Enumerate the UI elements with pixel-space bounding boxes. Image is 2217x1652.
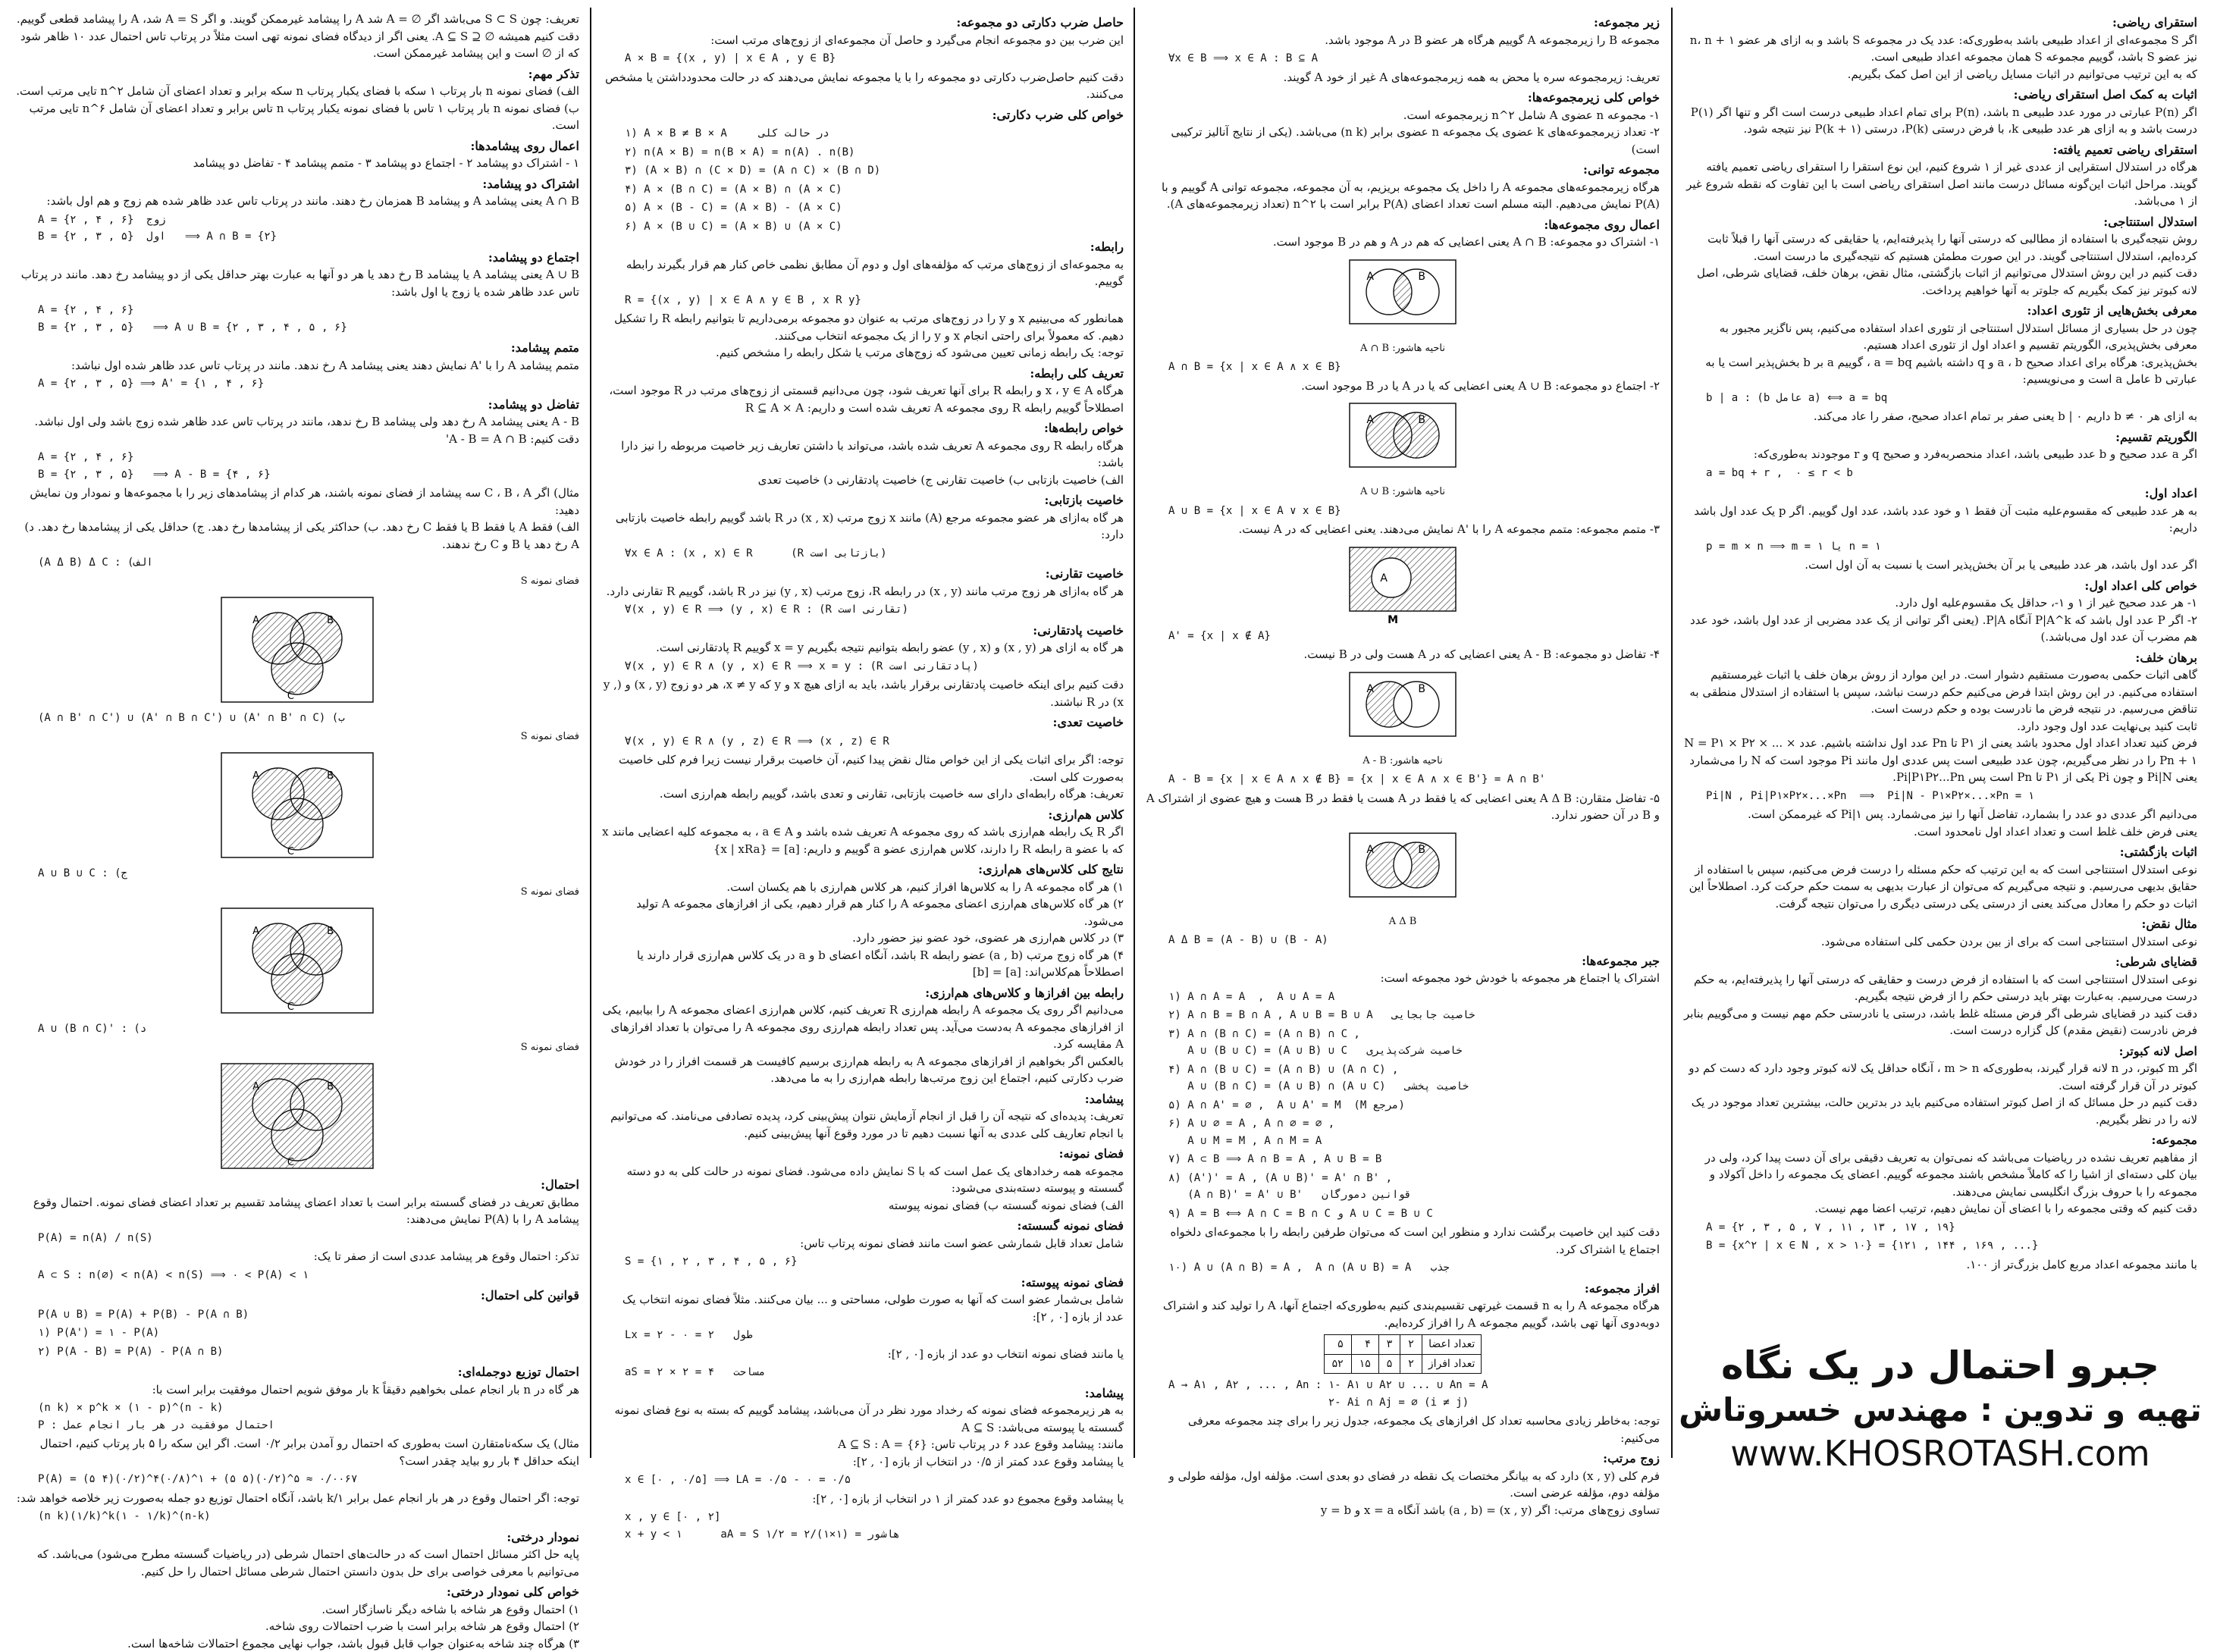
section-heading: اثبات به کمک اصل استقرای ریاضی:	[1683, 86, 2197, 104]
venn-diagram-difference	[1334, 666, 1471, 750]
formula: ۷) A ⊂ B ⟹ A ∩ B = A , A ∪ B = B	[1146, 1151, 1660, 1168]
sample-space-label: فضای نمونه S	[15, 1039, 579, 1057]
table-row-header: تعداد اعضا	[1422, 1335, 1482, 1355]
venn-diagram-union	[1334, 397, 1471, 481]
paragraph: ۱- هر عدد صحیح غیر از ۱ و ۱-، حداقل یک مقسوم‌علیه اول دارد.	[1683, 594, 2197, 612]
paragraph: اگر P(n) عبارتی در مورد عدد طبیعی n باشد، P(n) برای تمام اعداد طبیعی درست است اگر و تنها اگر P(۱) درست باشد و به ازای هر عدد طبیعی k، با فرض درستی P(k)، درستی P(k + ۱) نیز نتیجه شود.	[1683, 104, 2197, 138]
venn-diagram-intersection	[1334, 254, 1471, 337]
formula: (n k) × p^k × (۱ - p)^(n - k) P : احتمال موفقیت در هر بار انجام عمل	[15, 1400, 579, 1434]
formula: A = {۲ , ۴ , ۶} B = {۲ , ۳ , ۵} ⟹ A ∪ B = {۲ , ۳ , ۴ , ۵ , ۶}	[15, 302, 579, 336]
paragraph: نوعی استدلال استنتاجی است که برای از بین بردن حکمی کلی استفاده می‌شود.	[1683, 933, 2197, 951]
paragraph: مثال) یک سکه‌نامتقارن است به‌طوری که احتمال رو آمدن برابر ۰/۲ است. اگر این سکه را ۵ بار پرتاب کنیم، احتمال اینکه حداقل ۴ بار رو بیاید چقدر است؟	[15, 1435, 579, 1469]
paragraph: با مانند مجموعه اعداد مربع کامل بزرگ‌تر از ۱۰۰.	[1683, 1256, 2197, 1274]
paragraph: ۵- تفاضل متقارن: A Δ B یعنی اعضایی که یا فقط در A هست یا فقط در B هست و هیچ عضوی از اشتراک A و B در آن حضور ندارد.	[1146, 790, 1660, 824]
section-heading: اشتراک دو پیشامد:	[15, 176, 579, 193]
paragraph: بخش‌پذیری: هرگاه برای اعداد صحیح a ، b و q داشته باشیم a = bq ، گوییم a بر b بخش‌پذیر است یا به عبارتی b عامل a است و می‌نویسیم:	[1683, 354, 2197, 388]
paragraph: اگر a عدد صحیح و b عدد طبیعی باشد، اعداد منحصربه‌فرد و صحیح q و r موجودند به‌طوری‌که:	[1683, 446, 2197, 463]
venn-diagram-symdiff	[1334, 827, 1471, 911]
formula: ۲) P(A - B) = P(A) - P(A ∩ B)	[15, 1343, 579, 1361]
paragraph: A ∪ B یعنی پیشامد A یا پیشامد B رخ دهد یا هر دو آنها به عبارت بهتر حداقل یکی از دو پیشامد رخ دهد. مانند در پرتاب تاس عدد ظاهر شده یا زوج یا اول باشد:	[15, 266, 579, 300]
section-heading: خواص کلی زیرمجموعه‌ها:	[1146, 89, 1660, 107]
formula: A' = {x | x ∉ A}	[1146, 628, 1660, 645]
formula: A ⊂ S : n(∅) < n(A) < n(S) ⟹ ۰ < P(A) < ۱	[15, 1267, 579, 1284]
section-heading: استدلال استنتاجی:	[1683, 214, 2197, 231]
section-heading: رابطه:	[602, 239, 1124, 256]
paragraph: A ∩ B یعنی پیشامد A و پیشامد B همزمان رخ دهند. مانند در پرتاب تاس عدد ظاهر شده هم زوج و هم اول باشد:	[15, 193, 579, 210]
paragraph: هر گاه به‌ازای هر عضو مجموعه مرجع (A) مانند x زوج مرتب (x , x) در R باشد گوییم رابطه خاصیت بازتابی دارد:	[602, 509, 1124, 544]
paragraph: ۱) احتمال وقوع هر شاخه با شاخه دیگر ناسازگار است.	[15, 1601, 579, 1619]
formula: aS = ۲ × ۲ = ۴ مساحت	[602, 1364, 1124, 1381]
paragraph: دقت کنیم حاصل‌ضرب دکارتی دو مجموعه را با یا مجموعه نمایش می‌دهند که در حالت محدودداشتن یا مشخص می‌کنند.	[602, 69, 1124, 103]
paragraph: ۴) هر گاه زوج مرتب (a , b) عضو رابطه R باشد، آنگاه اعضای b و a در یک کلاس هم‌ارزی قرار دارند یا اصطلاحاً هم‌کلاس‌اند: [a] = [b]	[602, 947, 1124, 981]
paragraph: که به این ترتیب می‌توانیم در اثبات مسایل ریاضی از این اصل کمک بگیریم.	[1683, 66, 2197, 83]
paragraph: یا پیشامد وقوع مجموع دو عدد کمتر از ۱ در انتخاب از بازه [۰ , ۲]:	[602, 1491, 1124, 1508]
set-label: C	[287, 691, 294, 702]
formula: ۸) (A')' = A , (A ∪ B)' = A' ∩ B' , (A ∩ B)' = A' ∪ B' قوانین دمورگان	[1146, 1170, 1660, 1204]
set-label: A	[1366, 414, 1374, 426]
formula: ∀x ∈ B ⟹ x ∈ A : B ⊆ A	[1146, 50, 1660, 67]
hatched-region	[221, 1064, 373, 1168]
paragraph: ۲- اگر P عدد اول باشد که P|A^k آنگاه P|A. (یعنی اگر توانی از یک عدد مضربی از عدد اول باشد، خود عدد هم مضرب آن عدد اول می‌باشد.)	[1683, 612, 2197, 646]
section-heading: خاصیت بازتابی:	[602, 492, 1124, 509]
formula: ۶) A ∪ ∅ = A , A ∩ ∅ = ∅ , A ∪ M = M , A ∩ M = A	[1146, 1115, 1660, 1149]
paragraph: دقت کنید در قضایای شرطی اگر فرض مسئله غلط باشد، درستی یا نادرستی حکم مهم نیست و می‌گوییم بنابر فرض نادرست (نقیض مقدم) کل گزاره درست است.	[1683, 1005, 2197, 1039]
formula: x ∈ [۰ , ۰/۵] ⟹ LA = ۰/۵ - ۰ = ۰/۵	[602, 1472, 1124, 1489]
column-divider	[590, 8, 591, 1458]
column-divider	[1134, 8, 1135, 1458]
set-label: B	[1418, 844, 1425, 856]
paragraph: تعریف: چون S ⊂ S می‌باشد اگر ∅ = A شد A را پیشامد غیرممکن گویند. و اگر A = S شد، A را پیشامد قطعی گوییم.	[15, 11, 579, 28]
venn-figure	[15, 573, 579, 707]
section-heading: خاصیت پادتقارنی:	[602, 622, 1124, 640]
column-2	[1141, 11, 1664, 1456]
set-label: A	[252, 1081, 259, 1092]
paragraph: هر گاه به‌ازای هر زوج مرتب مانند (x , y) در رابطه R، زوج مرتب (y , x) نیز در R باشد، گوییم R تقارنی دارد.	[602, 583, 1124, 600]
formula: A ∩ B = {x | x ∈ A ∧ x ∈ B}	[1146, 359, 1660, 376]
venn-figure	[15, 884, 579, 1018]
paragraph: یا پیشامد وقوع عدد کمتر از ۰/۵ در انتخاب از بازه [۰ , ۲]:	[602, 1453, 1124, 1471]
formula: S = {۱ , ۲ , ۳ , ۴ , ۵ , ۶}	[602, 1253, 1124, 1271]
formula: ۹) A = B ⟺ A ∩ C = B ∩ C و A ∪ C = B ∪ C	[1146, 1205, 1660, 1223]
footer	[1679, 1342, 2202, 1475]
paragraph: دقت کنیم در حل مسائل که از اصل کبوتر استفاده می‌کنیم باید در بدترین حالت، بیشترین تعداد موجود در یک لانه را در نظر بگیریم.	[1683, 1094, 2197, 1128]
set-label: B	[1418, 271, 1425, 283]
paragraph: ۲) احتمال وقوع هر شاخه برابر است با ضرب احتمالات روی شاخه.	[15, 1618, 579, 1635]
section-heading: پیشامد:	[602, 1091, 1124, 1108]
paragraph: توجه: یک رابطه زمانی تعیین می‌شود که زوج‌های مرتب یا شکل رابطه را مشخص کنیم.	[602, 344, 1124, 362]
column-divider	[1671, 8, 1673, 1458]
paragraph: مجموعه همه رخدادهای یک عمل است که با S نمایش داده می‌شود. فضای نمونه در حالت کلی به دو دسته گسسته و پیوسته دسته‌بندی می‌شود:	[602, 1163, 1124, 1197]
paragraph: ۳) در کلاس هم‌ارزی هر عضوی، خود عضو نیز حضور دارد.	[602, 929, 1124, 947]
paragraph: ۳) هرگاه چند شاخه به‌عنوان جواب قابل قبول باشد، جواب نهایی مجموع احتمالات شاخه‌ها است.	[15, 1635, 579, 1652]
diagram-caption: ناحیه هاشور: A ∩ B	[1146, 340, 1660, 358]
formula: P(A) = (۵ ۴)(۰/۲)^۴(۰/۸)^۱ + (۵ ۵)(۰/۲)^۵ ≈ ۰/۰۰۶۷	[15, 1471, 579, 1488]
paragraph: می‌دانیم اگر عددی دو عدد را بشمارد، تفاضل آنها را نیز می‌شمارد. پس Pi|۱ که غیرممکن است.	[1683, 806, 2197, 823]
section-heading: زوج مرتب:	[1146, 1450, 1660, 1468]
paragraph: هرگاه مجموعه A را به n قسمت غیرتهی تقسیم‌بندی کنیم به‌طوری‌که اجتماع آنها، A را تولید کند و اشتراک دوبه‌دوی آنها تهی باشد، گوییم مجموعه A را افراز کرده‌ایم.	[1146, 1297, 1660, 1331]
venn3-diagram	[214, 748, 381, 862]
venn3-diagram	[214, 904, 381, 1017]
set-label: A	[252, 615, 259, 626]
section-heading: الگوریتم تقسیم:	[1683, 429, 2197, 447]
paragraph: هر گاه به ازای هر (x , y) و (y , x) عضو رابطه بتوانیم نتیجه بگیریم x = y گوییم R پادتقارنی است.	[602, 639, 1124, 657]
set-label: A	[252, 770, 259, 782]
formula: P(A ∪ B) = P(A) + P(B) - P(A ∩ B)	[15, 1306, 579, 1324]
paragraph: ۱ - اشتراک دو پیشامد ۲ - اجتماع دو پیشامد ۳ - متمم پیشامد ۴ - تفاضل دو پیشامد	[15, 155, 579, 172]
paragraph: دقت کنیم همیشه ∅ ⊆ A ⊆ S. یعنی اگر از دیدگاه فضای نمونه تهی است مثلاً در پرتاب تاس احتمال عدد ۱۰ ظاهر شود که از ∅ است و این پیشامد غیرممکن است.	[15, 28, 579, 62]
paragraph: اگر S مجموعه‌ای از اعداد طبیعی باشد به‌طوری‌که: عدد یک در مجموعه S باشد و به ازای هر عضو n، n + ۱ نیز عضو S باشد، گوییم مجموعه S همان مجموعه اعداد طبیعی است.	[1683, 32, 2197, 66]
paragraph: دقت کنیم در این روش استدلال می‌توانیم از اثبات بازگشتی، مثال نقض، برهان خلف، قضایای شرطی، اصل لانه کبوتر نیز کمک بگیریم که جلوتر به آنها خواهیم پرداخت.	[1683, 265, 2197, 299]
formula: ۵) A × (B - C) = (A × B) - (A × C)	[602, 199, 1124, 217]
paragraph: همانطور که می‌بینیم x و y را در زوج‌های مرتب به عنوان دو مجموعه برمی‌داریم تا بتوانیم رابطه R را تشکیل دهیم. که معمولاً برای راحتی انجام x و y را از یک مجموعه انتخاب می‌کنند.	[602, 310, 1124, 344]
paragraph: می‌دانیم اگر روی یک مجموعه A رابطه هم‌ارزی R تعریف کنیم، کلاس هم‌ارزی اعضای مجموعه A را بیابیم، یکی از افرازهای مجموعه A به‌دست می‌آید. پس تعداد رابطه هم‌ارزی روی مجموعه A را می‌توان با تعداد افرازهای A مقایسه کرد.	[602, 1002, 1124, 1053]
set-label: A	[1366, 844, 1374, 856]
paragraph: به ازای هر b ≠ ۰ داریم b | ۰ یعنی صفر بر تمام اعداد صحیح، صفر را عاد می‌کند.	[1683, 408, 2197, 425]
paragraph: به هر عدد طبیعی که مقسوم‌علیه مثبت آن فقط ۱ و خود عدد باشد، عدد اول گوییم. اگر p یک عدد اول باشد داریم:	[1683, 503, 2197, 537]
paragraph: اگر m کبوتر، در n لانه قرار گیرند، به‌طوری‌که m > n ، آنگاه حداقل یک لانه کبوتر وجود دارد که دست کم دو کبوتر در آن قرار گرفته است.	[1683, 1060, 2197, 1094]
venn-caption: A ∪ B ∪ C : (ج	[15, 865, 579, 882]
sample-space-label: فضای نمونه S	[15, 573, 579, 591]
diagram-caption: ناحیه هاشور: A - B	[1146, 753, 1660, 770]
paragraph: ۲- اجتماع دو مجموعه: A ∪ B یعنی اعضایی که یا در A یا در B موجود است.	[1146, 378, 1660, 395]
paragraph: ثابت کنید بی‌نهایت عدد اول وجود دارد.	[1683, 718, 2197, 735]
section-heading: افراز مجموعه:	[1146, 1281, 1660, 1298]
formula: ∀x ∈ A : (x , x) ∈ R (R بازتابی است)	[602, 545, 1124, 563]
set-label: C	[287, 1157, 294, 1168]
paragraph: ۱- اشتراک دو مجموعه: A ∩ B یعنی اعضایی که هم در A و هم در B موجود است.	[1146, 234, 1660, 251]
paragraph: تعریف: زیرمجموعه سره یا محض به همه زیرمجموعه‌های A غیر از خود A گویند.	[1146, 69, 1660, 86]
partition-table	[1324, 1334, 1482, 1374]
paragraph: الف) خاصیت بازتابی ب) خاصیت تقارنی ج) خاصیت پادتقارنی د) خاصیت تعدی	[602, 472, 1124, 489]
paragraph: ۱) هر گاه مجموعه A را به کلاس‌ها افراز کنیم، هر کلاس هم‌ارزی با هم یکسان است.	[602, 879, 1124, 896]
set-label: B	[327, 926, 334, 937]
footer-author: تهیه و تدوین : مهندس خسروتاش	[1679, 1389, 2202, 1431]
paragraph: ۲) هر گاه کلاس‌های هم‌ارزی اعضای مجموعه A را کنار هم قرار دهیم، یکی از افرازهای مجموعه A تولید می‌شود.	[602, 895, 1124, 929]
section-heading: کلاس هم‌ارزی:	[602, 807, 1124, 824]
formula: ۱۰) A ∪ (A ∩ B) = A , A ∩ (A ∪ B) = A جذب	[1146, 1259, 1660, 1277]
section-heading: نمودار درختی:	[15, 1529, 579, 1547]
venn-caption: (A ∩ B' ∩ C') ∪ (A' ∩ B ∩ C') ∪ (A' ∩ B' ∩ C) (ب	[15, 710, 579, 727]
paragraph: مطابق تعریف در فضای گسسته برابر است با تعداد اعضای پیشامد تقسیم بر تعداد اعضای فضای نمونه. احتمال وقوع پیشامد A را با P(A) نمایش می‌دهند:	[15, 1194, 579, 1228]
paragraph: الف) فقط A یا فقط B یا فقط C رخ دهد. ب) حداکثر یکی از پیشامدها رخ دهد. ج) حداقل یکی از پیشامدها رخ دهد. د) A رخ دهد یا B و C رخ ندهند.	[15, 519, 579, 553]
table-cell: ۲	[1400, 1335, 1422, 1355]
paragraph: دقت کنید این خاصیت برگشت ندارد و منظور این است که می‌توان طرفین رابطه را با مجموعه‌ای دلخواه اجتماع یا اشتراک کرد.	[1146, 1224, 1660, 1258]
venn3-diagram	[214, 1059, 381, 1173]
paragraph: ب) فضای نمونه n بار پرتاب ۱ تاس با فضای نمونه یکبار پرتاب n تاس برابر و تعداد اعضای آن شامل ۶^n تایی مرتب است.	[15, 100, 579, 134]
paragraph: هرگاه x ، y ∈ A و رابطه R برای آنها تعریف شود، چون می‌دانیم قسمتی از زوج‌های مرتب در R موجود است، اصطلاحاً گوییم رابطه R روی مجموعه A تعریف شده است و داریم: R ⊆ A × A	[602, 382, 1124, 416]
formula: (n k)(۱/k)^k(۱ - ۱/k)^(n-k)	[15, 1508, 579, 1525]
column-4	[11, 11, 584, 1456]
formula: ۱) A × B ≠ B × A در حالت کلی	[602, 125, 1124, 143]
formula: A → A۱ , A۲ , ... , An : ۱- A۱ ∪ A۲ ∪ ... ∪ An = A ۲- Ai ∩ Aj = ∅ (i ≠ j)	[1146, 1377, 1660, 1411]
column-1	[1679, 11, 2202, 1329]
paragraph: الف) فضای نمونه n بار پرتاب ۱ سکه با فضای یکبار پرتاب n سکه برابر و تعداد اعضای آن شامل ۲^n تایی مرتب است.	[15, 83, 579, 100]
formula: ∀(x , y) ∈ R ∧ (y , x) ∈ R ⟹ x = y : (R پادتقارنی است)	[602, 658, 1124, 676]
column-3	[597, 11, 1128, 1456]
table-row-header: تعداد افراز	[1422, 1354, 1482, 1374]
set-label: C	[287, 1002, 294, 1013]
paragraph: شامل بی‌شمار عضو است که آنها به صورت طولی، مساحتی و ... بیان می‌کنند. مثلاً فضای نمونه انتخاب یک عدد از بازه [۰ , ۲]:	[602, 1291, 1124, 1325]
paragraph: ۴- تفاضل دو مجموعه: A - B یعنی اعضایی که در A هست ولی در B نیست.	[1146, 646, 1660, 663]
paragraph: فرض کنید تعداد اعداد اول محدود باشد یعنی از P۱ تا Pn عدد اول نداشته باشیم. عدد N = P۱ × P۲ × ... × Pn + ۱ را در نظر می‌گیریم، چون عدد طبیعی است پس عددی اول مانند Pi موجود است که N را می‌شمارد یعنی Pi|N و چون Pi یکی از P۱ تا Pn است پس Pi|P۱P۲...Pn.	[1683, 735, 2197, 786]
paragraph: هرگاه رابطه R روی مجموعه A تعریف شده باشد، می‌تواند با داشتن تعاریف زیر خاصیت مربوطه را نیز دارا باشد:	[602, 437, 1124, 472]
table-cell: ۵۲	[1324, 1354, 1351, 1374]
formula: A = {۲ , ۳ , ۵ , ۷ , ۱۱ , ۱۳ , ۱۷ , ۱۹}	[1683, 1219, 2197, 1237]
paragraph: اشتراک یا اجتماع هر مجموعه با خودش خود مجموعه است:	[1146, 970, 1660, 987]
formula: P(A) = n(A) / n(S)	[15, 1230, 579, 1247]
venn-caption: A ∪ (B ∩ C)' : (د	[15, 1020, 579, 1038]
venn-diagram-complement	[1334, 541, 1471, 625]
section-heading: خواص کلی نمودار درختی:	[15, 1584, 579, 1601]
section-heading: مثال نقض:	[1683, 916, 2197, 933]
section-heading: فضای نمونه:	[602, 1146, 1124, 1163]
formula: ۶) A × (B ∪ C) = (A × B) ∪ (A × C)	[602, 218, 1124, 236]
section-heading: برهان خلف:	[1683, 650, 2197, 667]
footer-site[interactable]: www.KHOSROTASH.com	[1679, 1431, 2202, 1475]
formula: A ∪ B = {x | x ∈ A ∨ x ∈ B}	[1146, 503, 1660, 520]
formula: A - B = {x | x ∈ A ∧ x ∉ B} = {x | x ∈ A ∧ x ∈ B'} = A ∩ B'	[1146, 771, 1660, 788]
set-label: B	[1418, 683, 1425, 695]
paragraph: ۱- مجموعه n عضوی A شامل ۲^n زیرمجموعه است.	[1146, 107, 1660, 124]
diagram-caption: A Δ B	[1146, 914, 1660, 931]
formula: B = {x^۲ | x ∈ N , x > ۱۰} = {۱۲۱ , ۱۴۴ , ۱۶۹ , ...}	[1683, 1237, 2197, 1255]
formula: ۴) A × (B ∩ C) = (A × B) ∩ (A × C)	[602, 181, 1124, 199]
universe-label: M	[1388, 614, 1398, 626]
paragraph: دقت کنیم برای اینکه خاصیت پادتقارنی برقرار باشد، باید به ازای هیچ x و y که x ≠ y، هر دو زوج (x , y) و (y , x) در R نباشند.	[602, 676, 1124, 710]
section-heading: اعداد اول:	[1683, 485, 2197, 503]
section-heading: احتمال:	[15, 1177, 579, 1194]
section-heading: معرفی بخش‌هایی از تئوری اعداد:	[1683, 303, 2197, 320]
formula: ۱) A ∩ A = A , A ∪ A = A	[1146, 989, 1660, 1006]
set-label: B	[327, 1081, 334, 1092]
venn3-diagram	[214, 593, 381, 707]
paragraph: تذکر: احتمال وقوع هر پیشامد عددی است از صفر تا یک:	[15, 1248, 579, 1265]
section-heading: مجموعه:	[1683, 1132, 2197, 1149]
set-label: B	[327, 770, 334, 782]
table-cell: ۵	[1378, 1354, 1400, 1374]
section-heading: خاصیت تقارنی:	[602, 566, 1124, 583]
paragraph: توجه: اگر احتمال وقوع در هر بار انجام عمل برابر ۱/k باشد، آنگاه احتمال توزیع دو جمله به‌صورت زیر خلاصه خواهد شد:	[15, 1490, 579, 1507]
formula: ۲) n(A × B) = n(B × A) = n(A) . n(B)	[602, 144, 1124, 161]
paragraph: روش نتیجه‌گیری با استفاده از مطالبی که درستی آنها را پذیرفته‌ایم، یا حقایقی که درستی آنها را قبلاً ثابت کرده‌ایم، استدلال استنتاجی گویند. در این صورت مطمئن هستیم که نتیجه‌گیری ما درست است.	[1683, 230, 2197, 265]
paragraph: توجه: اگر برای اثبات یکی از این خواص مثال نقض پیدا کنیم، آن خاصیت برقرار نیست زیرا فرم کلی خاصیت به‌صورت کلی است.	[602, 751, 1124, 785]
section-heading: رابطه بین افرازها و کلاس‌های هم‌ارزی:	[602, 985, 1124, 1002]
formula: a = bq + r , ۰ ≤ r < b	[1683, 465, 2197, 482]
sample-space-label: فضای نمونه S	[15, 729, 579, 746]
venn-figure	[15, 729, 579, 863]
section-heading: اثبات بازگشتی:	[1683, 844, 2197, 861]
section-heading: فضای نمونه پیوسته:	[602, 1274, 1124, 1292]
paragraph: به هر زیرمجموعه فضای نمونه که رخداد مورد نظر در آن می‌باشد، پیشامد گوییم که بسته به نوع فضای نمونه گسسته یا پیوسته می‌باشد: A ⊆ S	[602, 1402, 1124, 1436]
section-heading: خواص کلی اعداد اول:	[1683, 578, 2197, 595]
formula: b | a : (b عامل a) ⟺ a = bq	[1683, 390, 2197, 407]
paragraph: ۲- تعداد زیرمجموعه‌های k عضوی یک مجموعه n عضوی برابر (n k) می‌باشد. (یکی از نتایج آنالیز ترکیبی است)	[1146, 124, 1660, 158]
paragraph: فرم کلی (x , y) دارد که به بیانگر مختصات یک نقطه در فضای دو بعدی است. مؤلفه اول، مؤلفه طولی و مؤلفه دوم، مؤلفه عرضی است.	[1146, 1468, 1660, 1502]
paragraph: چون در حل بسیاری از مسائل استدلال استنتاجی از تئوری اعداد استفاده می‌کنیم، پس ناگزیر مجبور به معرفی بخش‌پذیری، الگوریتم تقسیم و اعداد اول از تئوری اعداد هستیم.	[1683, 320, 2197, 354]
section-heading: مجموعه توانی:	[1146, 161, 1660, 179]
section-heading: حاصل ضرب دکارتی دو مجموعه:	[602, 14, 1124, 32]
paragraph: اگر R یک رابطه هم‌ارزی باشد که روی مجموعه A تعریف شده باشد و a ∈ A ، به مجموعه کلیه اعضایی مانند x که با عضو a رابطه R را دارند، کلاس هم‌ارزی عضو a گوییم و داریم: [a] = {x | xRa}	[602, 823, 1124, 857]
table-row	[1324, 1354, 1482, 1374]
formula: x , y ∈ [۰ , ۲] x + y < ۱ aA = S هاشور = (۱×۱)/۲ = ۱/۲	[602, 1509, 1124, 1543]
paragraph: هرگاه در استدلال استقرایی از عددی غیر از ۱ شروع کنیم، این نوع استقرا را استقرای ریاضی تعمیم یافته گویند. مراحل اثبات این‌گونه مسائل درست مانند اصل استقرای ریاضی است با این تفاوت که نقطه شروع غیر از ۱ می‌باشد.	[1683, 158, 2197, 210]
formula: A = {۲ , ۴ , ۶} زوج B = {۲ , ۳ , ۵} اول ⟹ A ∩ B = {۲}	[15, 212, 579, 246]
paragraph: تعریف: پدیده‌ای که نتیجه آن را قبل از انجام آزمایش نتوان پیش‌بینی کرد، پدیده تصادفی می‌نامند. که می‌توانیم با انجام تعاریف کلی عددی به آنها نسبت دهیم تا در مورد وقوع آنها پیش‌بینی کنیم.	[602, 1108, 1124, 1142]
paragraph: مجموعه B را زیرمجموعه A گوییم هرگاه هر عضو B در A موجود باشد.	[1146, 32, 1660, 49]
diagram-caption: ناحیه هاشور: A ∪ B	[1146, 484, 1660, 501]
paragraph: متمم پیشامد A را با 'A نمایش دهند یعنی پیشامد A رخ ندهد. مانند در پرتاب تاس عدد ظاهر شده اول نباشد:	[15, 357, 579, 375]
paragraph: این ضرب بین دو مجموعه انجام می‌گیرد و حاصل آن مجموعه‌ای از زوج‌های مرتب است:	[602, 32, 1124, 49]
paragraph: یا مانند فضای نمونه انتخاب دو عدد از بازه [۰ , ۲]:	[602, 1346, 1124, 1363]
section-heading: تعریف کلی رابطه:	[602, 365, 1124, 383]
table-cell: ۲	[1400, 1354, 1422, 1374]
section-heading: زیر مجموعه:	[1146, 14, 1660, 32]
section-heading: خواص رابطه‌ها:	[602, 420, 1124, 437]
section-heading: اعمال روی پیشامدها:	[15, 138, 579, 155]
table-cell: ۵	[1324, 1335, 1351, 1355]
table-cell: ۱۵	[1351, 1354, 1378, 1374]
paragraph: دقت کنیم که وقتی مجموعه را با اعضای آن نمایش دهیم، ترتیب اعضا مهم نیست.	[1683, 1200, 2197, 1218]
paragraph: به مجموعه‌ای از زوج‌های مرتب که مؤلفه‌های اول و دوم آن مطابق نظمی خاص کنار هم قرار بگیرند رابطه گوییم.	[602, 256, 1124, 290]
paragraph: تساوی زوج‌های مرتب: اگر (x , y) = (a , b) باشد آنگاه x = a و y = b	[1146, 1502, 1660, 1519]
paragraph: شامل تعداد قابل شمارشی عضو است مانند فضای نمونه پرتاب تاس:	[602, 1235, 1124, 1252]
paragraph: هر گاه در n بار انجام عملی بخواهیم دقیقاً k بار موفق شویم احتمال موفقیت برابر است با:	[15, 1381, 579, 1399]
paragraph: بالعکس اگر بخواهیم از افرازهای مجموعه A به رابطه هم‌ارزی برسیم کافیست هر قسمت افراز را در خودش ضرب دکارتی کنیم، اجتماع این زوج مرتب‌ها رابطه هم‌ارزی را به ما می‌دهد.	[602, 1053, 1124, 1087]
footer-title: جبرو احتمال در یک نگاه	[1679, 1342, 2202, 1389]
section-heading: استقرای ریاضی:	[1683, 14, 2197, 32]
section-heading: تفاضل دو پیشامد:	[15, 397, 579, 414]
paragraph: پایه حل اکثر مسائل احتمال است که در حالت‌های احتمال شرطی (در ریاضیات گسسته مطرح می‌شود) می‌باشد. که می‌توانیم با معرفی خواصی برای حل بدون دانستن احتمال شرطی مسائل احتمال را حل کنیم.	[15, 1546, 579, 1580]
formula: Lx = ۲ - ۰ = ۲ طول	[602, 1327, 1124, 1344]
formula: R = {(x , y) | x ∈ A ∧ y ∈ B , x R y}	[602, 292, 1124, 309]
set-a-circle	[1372, 558, 1411, 597]
section-heading: اعمال روی مجموعه‌ها:	[1146, 217, 1660, 234]
paragraph: اگر عدد اول باشد، هر عدد طبیعی یا بر آن بخش‌پذیر است یا نسبت به آن اول است.	[1683, 556, 2197, 574]
paragraph: گاهی اثبات حکمی به‌صورت مستقیم دشوار است. در این موارد از روش برهان خلف یا اثبات غیرمستقیم استفاده می‌کنیم. در این روش ابتدا فرض می‌کنیم حکم درست نباشد، سپس با استفاده از استدلال منطقی به تناقض می‌رسیم. در نتیجه فرض ما نادرست بوده و حکم درست است.	[1683, 666, 2197, 718]
paragraph: A - B یعنی پیشامد A رخ دهد ولی پیشامد B رخ ندهد، مانند در پرتاب تاس عدد ظاهر شده زوج باشد ولی اول نباشد. دقت کنیم: A - B = A ∩ B'	[15, 413, 579, 447]
section-heading: اصل لانه کبوتر:	[1683, 1043, 2197, 1061]
table-cell: ۴	[1351, 1335, 1378, 1355]
section-heading: اجتماع دو پیشامد:	[15, 249, 579, 267]
formula: ۵) A ∩ A' = ∅ , A ∪ A' = M (M مرجع)	[1146, 1097, 1660, 1114]
formula: ۳) (A × B) ∩ (C × D) = (A ∩ C) × (B ∩ D)	[602, 162, 1124, 180]
set-label: B	[327, 615, 334, 626]
section-heading: خاصیت تعدی:	[602, 714, 1124, 732]
formula: ۱) P(A') = ۱ - P(A)	[15, 1324, 579, 1342]
set-label: A	[1380, 572, 1388, 585]
formula: A Δ B = (A - B) ∪ (B - A)	[1146, 932, 1660, 949]
section-heading: فضای نمونه گسسته:	[602, 1218, 1124, 1235]
paragraph: توجه: به‌خاطر زیادی محاسبه تعداد کل افرازهای یک مجموعه، جدول زیر را برای چند مجموعه معرفی می‌کنیم:	[1146, 1412, 1660, 1447]
section-heading: متمم پیشامد:	[15, 340, 579, 357]
formula: ۳) A ∩ (B ∩ C) = (A ∩ B) ∩ C , A ∪ (B ∪ C) = (A ∪ B) ∪ C خاصیت شرکت‌پذیری	[1146, 1026, 1660, 1060]
set-label: B	[1418, 414, 1425, 426]
section-heading: قضایای شرطی:	[1683, 954, 2197, 971]
formula: ۲) A ∩ B = B ∩ A , A ∪ B = B ∪ A خاصیت جابجایی	[1146, 1007, 1660, 1024]
paragraph: هرگاه زیرمجموعه‌های مجموعه A را داخل یک مجموعه بریزیم، به آن مجموعه، مجموعه توانی A گوییم و با P(A) نمایش می‌دهیم. البته مسلم است تعداد اعضای P(A) برابر است با ۲^n (تعداد زیرمجموعه‌های A).	[1146, 179, 1660, 213]
section-heading: قوانین کلی احتمال:	[15, 1287, 579, 1305]
paragraph: یعنی فرض خلف غلط است و تعداد اعداد اول نامحدود است.	[1683, 823, 2197, 841]
set-label: A	[1366, 271, 1374, 283]
set-label: C	[287, 846, 294, 857]
formula: A = {۲ , ۴ , ۶} B = {۲ , ۳ , ۵} ⟹ A - B = {۴ , ۶}	[15, 449, 579, 483]
paragraph: نوعی استدلال استنتاجی است که به این ترتیب که حکم مسئله را درست فرض می‌کنیم، سپس با استفاده از حقایق بدیهی می‌رسیم. و نتیجه می‌گیریم که می‌توان از عبارت بدیهی به سمت حکم حرکت کرد. اصطلاحاً این اثبات دو حکم را معادل می‌کند یعنی از درستی یکی درستی دیگری را می‌توان نتیجه گرفت.	[1683, 861, 2197, 913]
formula: Pi|N , Pi|P۱×P۲×...×Pn ⟹ Pi|N - P۱×P۲×...×Pn = ۱	[1683, 788, 2197, 805]
section-heading: استقرای ریاضی تعمیم یافته:	[1683, 142, 2197, 159]
table-cell: ۳	[1378, 1335, 1400, 1355]
section-heading: جبر مجموعه‌ها:	[1146, 953, 1660, 970]
formula: ∀(x , y) ∈ R ∧ (y , z) ∈ R ⟹ (x , z) ∈ R	[602, 733, 1124, 751]
formula: p = m × n ⟹ m = ۱ یا n = ۱	[1683, 538, 2197, 556]
table-row	[1324, 1335, 1482, 1355]
formula: A = {۲ , ۳ , ۵} ⟹ A' = {۱ , ۴ , ۶}	[15, 375, 579, 393]
section-heading: خواص کلی ضرب دکارتی:	[602, 107, 1124, 124]
paragraph: الف) فضای نمونه گسسته ب) فضای نمونه پیوسته	[602, 1197, 1124, 1215]
formula: A × B = {(x , y) | x ∈ A , y ∈ B}	[602, 50, 1124, 67]
paragraph: ۳- متمم مجموعه: متمم مجموعه A را با 'A نمایش می‌دهند. یعنی اعضایی که در A نیست.	[1146, 521, 1660, 538]
sample-space-label: فضای نمونه S	[15, 884, 579, 901]
set-label: A	[1366, 683, 1374, 695]
section-heading: احتمال توزیع دوجمله‌ای:	[15, 1364, 579, 1381]
venn-figure	[15, 1039, 579, 1174]
formula: ۴) A ∩ (B ∪ C) = (A ∩ B) ∪ (A ∩ C) , A ∪ (B ∩ C) = (A ∪ B) ∩ (A ∪ C) خاصیت پخشی	[1146, 1061, 1660, 1096]
paragraph: مثال) اگر C ، B ، A سه پیشامد از فضای نمونه باشند، هر کدام از پیشامدهای زیر را با مجموعه‌ها و نمودار ون نمایش دهید:	[15, 484, 579, 519]
formula: ∀(x , y) ∈ R ⟹ (y , x) ∈ R : (R تقارنی است)	[602, 601, 1124, 619]
paragraph: تعریف: هرگاه رابطه‌ای دارای سه خاصیت بازتابی، تقارنی و تعدی باشد، گوییم رابطه هم‌ارزی است.	[602, 785, 1124, 803]
section-heading: تذکر مهم:	[15, 66, 579, 83]
venn-caption: (A Δ B) Δ C : (الف	[15, 554, 579, 572]
set-label: A	[252, 926, 259, 937]
paragraph: از مفاهیم تعریف نشده در ریاضیات می‌باشد که نمی‌توان به تعریف دقیقی برای آن دست پیدا کرد، ولی در بیان کلی دسته‌ای از اشیا را که کاملاً مشخص باشند مجموعه گوییم. اعضای یک مجموعه را داخل آکولاد و مجموعه را با حروف بزرگ انگلیسی نمایش می‌دهند.	[1683, 1149, 2197, 1201]
section-heading: نتایج کلی کلاس‌های هم‌ارزی:	[602, 861, 1124, 879]
paragraph: مانند: پیشامد وقوع عدد ۶ در پرتاب تاس: A ⊆ S : A = {۶}	[602, 1436, 1124, 1453]
section-heading: پیشامد:	[602, 1385, 1124, 1403]
paragraph: نوعی استدلال استنتاجی است که با استفاده از فرض درست و حقایقی که درستی آنها را پذیرفته‌ایم، به حکم درست می‌رسیم. به‌عبارت بهتر باید درستی حکم را از فرض نتیجه بگیریم.	[1683, 971, 2197, 1005]
